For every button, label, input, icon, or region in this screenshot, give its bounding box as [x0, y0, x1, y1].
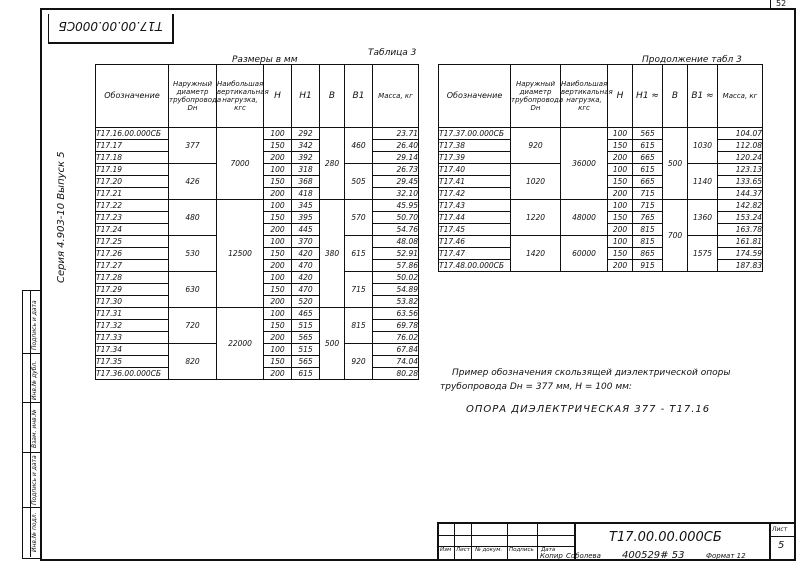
- t1-diameter: 377: [169, 128, 217, 164]
- t1-h: 150: [264, 356, 292, 368]
- t1-h: 200: [264, 188, 292, 200]
- t1-b1: 615: [345, 236, 373, 272]
- t2-designation: Т17.46: [439, 236, 511, 248]
- t2-designation: Т17.47: [439, 248, 511, 260]
- t2-header-mass: Масса, кг: [718, 65, 763, 128]
- t2-b: 700: [663, 200, 688, 272]
- t1-h1: 520: [292, 296, 320, 308]
- t2-header-diameter: Наружный диаметр трубопровода Dн: [511, 65, 561, 128]
- table-row: [96, 200, 419, 212]
- t1-h: 200: [264, 260, 292, 272]
- t1-designation: Т17.21: [96, 188, 169, 200]
- left-strip-label-1: Инв.№ подл.: [31, 512, 38, 552]
- t1-h: 100: [264, 128, 292, 140]
- t2-header-b1: В1 ≈: [688, 65, 718, 128]
- t1-designation: Т17.16.00.000СБ: [96, 128, 169, 140]
- t1-mass: 54.89: [373, 284, 419, 296]
- rotated-code: Т17.00.00.000СБ: [58, 19, 163, 33]
- col-izm: Изм: [440, 547, 452, 553]
- t1-header-h1: Н1: [292, 65, 320, 128]
- t1-mass: 69.78: [373, 320, 419, 332]
- t2-mass: 174.59: [718, 248, 763, 260]
- example-line-1: Пример обозначения скользящей диэлектрической опоры: [452, 368, 731, 378]
- t1-b1: 460: [345, 128, 373, 164]
- t1-header-b: В: [320, 65, 345, 128]
- left-strip-sep-3: [22, 402, 40, 403]
- t1-h1: 345: [292, 200, 320, 212]
- t1-b: 280: [320, 128, 345, 200]
- t2-h1: 865: [633, 248, 663, 260]
- t1-mass: 32.10: [373, 188, 419, 200]
- t1-h: 150: [264, 248, 292, 260]
- t1-mass: 50.02: [373, 272, 419, 284]
- t1-h1: 470: [292, 260, 320, 272]
- t2-h1: 815: [633, 236, 663, 248]
- t2-h1: 565: [633, 128, 663, 140]
- table1-dims-caption: Размеры в мм: [232, 55, 298, 65]
- col-date: Дата: [541, 547, 556, 553]
- t2-h: 100: [608, 128, 633, 140]
- t1-h1: 515: [292, 344, 320, 356]
- t2-h: 200: [608, 224, 633, 236]
- t1-h1: 392: [292, 152, 320, 164]
- t2-h: 150: [608, 212, 633, 224]
- col-doc: № докум.: [475, 547, 503, 553]
- t1-designation: Т17.19: [96, 164, 169, 176]
- t2-h1: 815: [633, 224, 663, 236]
- t2-h: 200: [608, 188, 633, 200]
- table-1: [95, 64, 419, 380]
- t2-mass: 187.83: [718, 260, 763, 272]
- t1-h: 150: [264, 212, 292, 224]
- t2-b1: 1030: [688, 128, 718, 164]
- t1-h1: 395: [292, 212, 320, 224]
- t1-h: 200: [264, 332, 292, 344]
- t1-h1: 565: [292, 356, 320, 368]
- t2-diameter: 1020: [511, 164, 561, 200]
- t1-designation: Т17.27: [96, 260, 169, 272]
- t2-mass: 142.82: [718, 200, 763, 212]
- t1-h: 150: [264, 284, 292, 296]
- t1-h: 150: [264, 320, 292, 332]
- t1-h1: 420: [292, 272, 320, 284]
- inventory-number: 400529# 53: [622, 550, 685, 561]
- t1-diameter: 820: [169, 344, 217, 380]
- example-line-2: трубопровода Dн = 377 мм, Н = 100 мм:: [440, 382, 632, 392]
- t2-designation: Т17.40: [439, 164, 511, 176]
- t1-load: 12500: [217, 200, 264, 308]
- left-strip-sep-2: [22, 452, 40, 453]
- t2-designation: Т17.38: [439, 140, 511, 152]
- title-grid-col: [454, 524, 455, 559]
- t1-h1: 418: [292, 188, 320, 200]
- t1-header-b1: В1: [345, 65, 373, 128]
- t2-load: 60000: [561, 236, 608, 272]
- left-strip-label-5: Подпись и дата: [31, 300, 38, 350]
- t2-load: 36000: [561, 128, 608, 200]
- series-label: Серия 4.903-10 Выпуск 5: [56, 151, 67, 283]
- t1-designation: Т17.30: [96, 296, 169, 308]
- t1-designation: Т17.33: [96, 332, 169, 344]
- t1-mass: 80.28: [373, 368, 419, 380]
- t1-h: 100: [264, 308, 292, 320]
- t1-b1: 920: [345, 344, 373, 380]
- t2-header-b: В: [663, 65, 688, 128]
- t2-diameter: 920: [511, 128, 561, 164]
- t1-h: 200: [264, 296, 292, 308]
- t1-b1: 505: [345, 164, 373, 200]
- t1-mass: 76.02: [373, 332, 419, 344]
- t1-mass: 54.76: [373, 224, 419, 236]
- t1-diameter: 530: [169, 236, 217, 272]
- t2-mass: 123.13: [718, 164, 763, 176]
- t2-mass: 112.08: [718, 140, 763, 152]
- table2-caption: Продолжение табл 3: [642, 55, 742, 65]
- left-strip-sep-1: [22, 507, 40, 508]
- t2-header-load: Наибольшая вертикальная нагрузка, кгс: [561, 65, 608, 128]
- t2-h1: 915: [633, 260, 663, 272]
- t1-h: 100: [264, 236, 292, 248]
- t1-designation: Т17.31: [96, 308, 169, 320]
- t2-h1: 665: [633, 176, 663, 188]
- t2-h1: 715: [633, 200, 663, 212]
- t1-designation: Т17.32: [96, 320, 169, 332]
- t1-h1: 465: [292, 308, 320, 320]
- left-strip-sep-4: [22, 353, 40, 354]
- t1-h1: 565: [292, 332, 320, 344]
- table-row: [439, 128, 763, 140]
- t2-h: 150: [608, 140, 633, 152]
- t2-h: 200: [608, 152, 633, 164]
- t1-h: 150: [264, 176, 292, 188]
- t1-designation: Т17.29: [96, 284, 169, 296]
- t1-designation: Т17.18: [96, 152, 169, 164]
- t1-designation: Т17.35: [96, 356, 169, 368]
- t1-b: 500: [320, 308, 345, 380]
- left-strip-label-4: Инв.№ дубл.: [31, 360, 38, 400]
- title-grid-col: [507, 524, 508, 559]
- t1-designation: Т17.28: [96, 272, 169, 284]
- t1-h1: 470: [292, 284, 320, 296]
- t2-designation: Т17.43: [439, 200, 511, 212]
- t2-designation: Т17.37.00.000СБ: [439, 128, 511, 140]
- t2-h1: 715: [633, 188, 663, 200]
- t2-h: 150: [608, 176, 633, 188]
- t1-h1: 318: [292, 164, 320, 176]
- t1-mass: 63.56: [373, 308, 419, 320]
- t1-h: 100: [264, 200, 292, 212]
- t1-h1: 368: [292, 176, 320, 188]
- t2-mass: 153.24: [718, 212, 763, 224]
- col-signature: Подпись: [509, 547, 534, 553]
- table-row: [439, 200, 763, 212]
- t2-header-h1: Н1 ≈: [633, 65, 663, 128]
- t1-mass: 57.86: [373, 260, 419, 272]
- copied-label: Копир: [540, 552, 563, 560]
- t1-designation: Т17.17: [96, 140, 169, 152]
- t2-diameter: 1220: [511, 200, 561, 236]
- t1-mass: 45.95: [373, 200, 419, 212]
- t2-b1: 1140: [688, 164, 718, 200]
- t2-h: 100: [608, 236, 633, 248]
- t2-mass: 104.07: [718, 128, 763, 140]
- t1-h: 200: [264, 224, 292, 236]
- page-number: 52: [776, 0, 787, 8]
- t1-header-load: Наибольшая вертикальная нагрузка, кгс: [217, 65, 264, 128]
- t1-h1: 342: [292, 140, 320, 152]
- t2-h: 100: [608, 164, 633, 176]
- t2-header-designation: Обозначение: [439, 65, 511, 128]
- t2-mass: 120.24: [718, 152, 763, 164]
- t1-h: 100: [264, 272, 292, 284]
- t1-mass: 53.82: [373, 296, 419, 308]
- title-grid-col: [537, 524, 538, 559]
- t1-designation: Т17.24: [96, 224, 169, 236]
- t1-h1: 420: [292, 248, 320, 260]
- rotated-code-box: [48, 14, 174, 44]
- t1-mass: 50.70: [373, 212, 419, 224]
- t2-designation: Т17.39: [439, 152, 511, 164]
- table-row: [96, 308, 419, 320]
- title-grid-col: [471, 524, 472, 559]
- t1-h: 150: [264, 140, 292, 152]
- t1-designation: Т17.23: [96, 212, 169, 224]
- t1-mass: 26.40: [373, 140, 419, 152]
- t2-h: 100: [608, 200, 633, 212]
- t1-mass: 48.08: [373, 236, 419, 248]
- t1-mass: 67.84: [373, 344, 419, 356]
- t1-diameter: 480: [169, 200, 217, 236]
- t1-diameter: 630: [169, 272, 217, 308]
- t1-h1: 292: [292, 128, 320, 140]
- t2-diameter: 1420: [511, 236, 561, 272]
- t2-designation: Т17.48.00.000СБ: [439, 260, 511, 272]
- t1-mass: 26.73: [373, 164, 419, 176]
- left-strip-label-2: Подпись и дата: [31, 455, 38, 505]
- t1-h: 200: [264, 368, 292, 380]
- t2-h1: 615: [633, 164, 663, 176]
- left-strip-label-3: Взам. инв.№: [31, 409, 38, 448]
- t1-designation: Т17.25: [96, 236, 169, 248]
- t2-header-h: Н: [608, 65, 633, 128]
- table1-title: Таблица 3: [368, 48, 417, 58]
- t1-mass: 23.71: [373, 128, 419, 140]
- t2-h1: 765: [633, 212, 663, 224]
- t1-b1: 570: [345, 200, 373, 236]
- t2-b: 500: [663, 128, 688, 200]
- t1-h1: 445: [292, 224, 320, 236]
- t2-mass: 133.65: [718, 176, 763, 188]
- t1-mass: 52.91: [373, 248, 419, 260]
- sheet-number: 5: [778, 540, 785, 551]
- t1-diameter: 426: [169, 164, 217, 200]
- table-2: [438, 64, 763, 272]
- t1-header-diameter: Наружный диаметр трубопровода Dн: [169, 65, 217, 128]
- t2-h1: 615: [633, 140, 663, 152]
- t2-designation: Т17.44: [439, 212, 511, 224]
- sheet-box-sep: [769, 536, 794, 537]
- t1-designation: Т17.20: [96, 176, 169, 188]
- t2-h: 150: [608, 248, 633, 260]
- t1-h1: 515: [292, 320, 320, 332]
- t1-h: 200: [264, 152, 292, 164]
- t2-designation: Т17.45: [439, 224, 511, 236]
- t1-load: 7000: [217, 128, 264, 200]
- title-code: Т17.00.00.000СБ: [609, 530, 722, 545]
- t1-b1: 715: [345, 272, 373, 308]
- example-designation: ОПОРА ДИЭЛЕКТРИЧЕСКАЯ 377 - Т17.16: [466, 404, 711, 415]
- left-strip-divider: [22, 290, 31, 557]
- t2-b1: 1575: [688, 236, 718, 272]
- t2-load: 48000: [561, 200, 608, 236]
- t2-b1: 1360: [688, 200, 718, 236]
- t1-b: 380: [320, 200, 345, 308]
- t1-header-h: Н: [264, 65, 292, 128]
- t1-h1: 370: [292, 236, 320, 248]
- t1-designation: Т17.34: [96, 344, 169, 356]
- t1-mass: 29.45: [373, 176, 419, 188]
- t1-h: 100: [264, 164, 292, 176]
- t2-h1: 665: [633, 152, 663, 164]
- col-list: Лист: [456, 547, 470, 553]
- t1-h1: 615: [292, 368, 320, 380]
- t1-h: 100: [264, 344, 292, 356]
- t2-designation: Т17.41: [439, 176, 511, 188]
- t1-diameter: 720: [169, 308, 217, 344]
- t1-load: 22000: [217, 308, 264, 380]
- format-label: Формат 12: [706, 552, 746, 560]
- t2-h: 200: [608, 260, 633, 272]
- t2-mass: 163.78: [718, 224, 763, 236]
- t1-b1: 815: [345, 308, 373, 344]
- t1-header-designation: Обозначение: [96, 65, 169, 128]
- t2-mass: 161.81: [718, 236, 763, 248]
- t1-header-mass: Масса, кг: [373, 65, 419, 128]
- t1-mass: 29.14: [373, 152, 419, 164]
- page-number-box: [770, 0, 795, 10]
- t1-designation: Т17.26: [96, 248, 169, 260]
- t2-mass: 144.37: [718, 188, 763, 200]
- sheet-label: Лист: [772, 526, 788, 533]
- t1-designation: Т17.36.00.000СБ: [96, 368, 169, 380]
- t2-designation: Т17.42: [439, 188, 511, 200]
- table-row: [96, 128, 419, 140]
- table-row: [439, 236, 763, 248]
- t1-mass: 74.04: [373, 356, 419, 368]
- t1-designation: Т17.22: [96, 200, 169, 212]
- copied-name: Соболева: [566, 552, 601, 560]
